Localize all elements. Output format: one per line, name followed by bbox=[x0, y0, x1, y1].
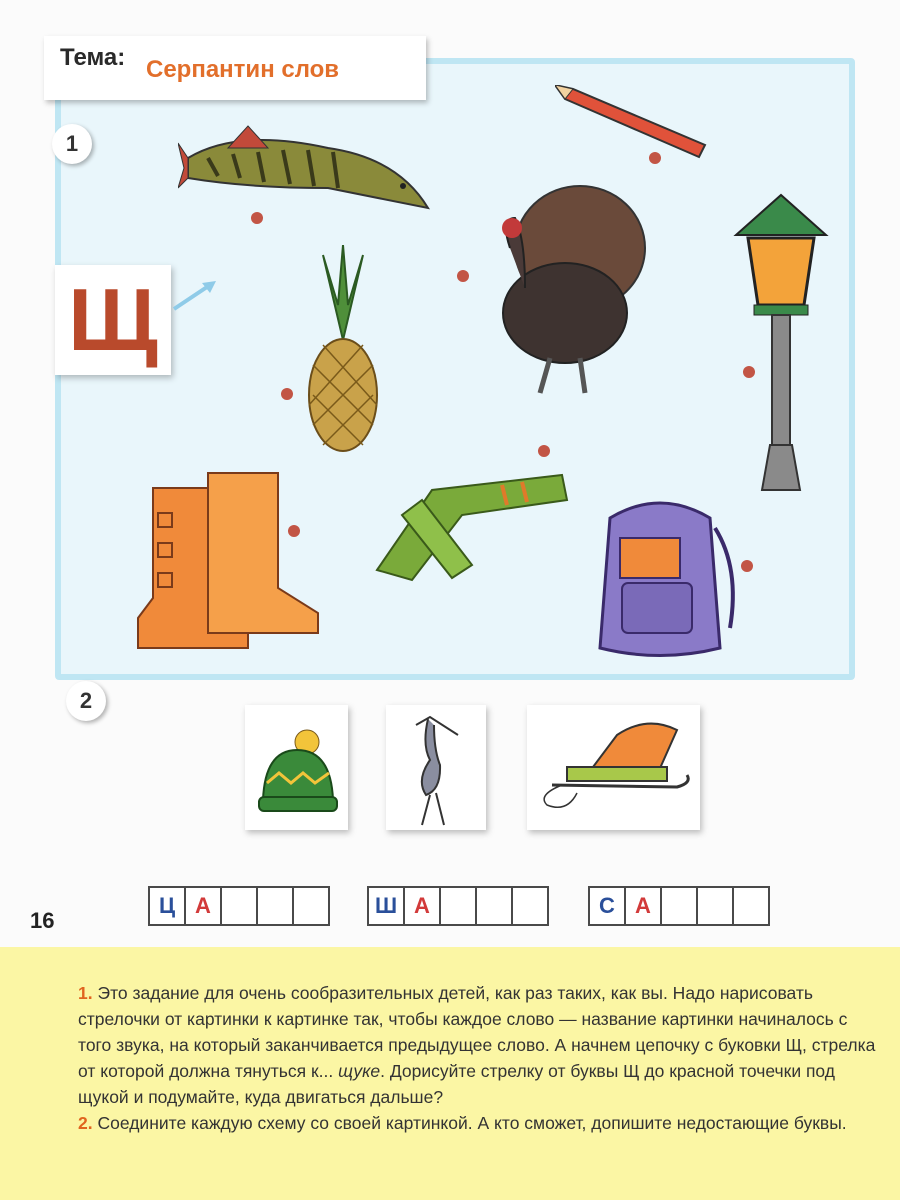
dot-lantern[interactable] bbox=[743, 366, 755, 378]
scheme-2-empty-cell[interactable] bbox=[439, 886, 477, 926]
scheme-3 bbox=[590, 886, 770, 926]
instruction-2-number: 2. bbox=[78, 1113, 93, 1133]
pineapple-image bbox=[303, 245, 383, 455]
scarf-image bbox=[372, 470, 572, 585]
boots-image bbox=[128, 468, 328, 658]
instruction-2 bbox=[78, 1110, 878, 1136]
scheme-1-letter-2: А bbox=[184, 886, 222, 926]
heron-image bbox=[386, 705, 486, 830]
dot-pike[interactable] bbox=[251, 212, 263, 224]
dot-scarf[interactable] bbox=[538, 445, 550, 457]
card-hat[interactable] bbox=[245, 705, 348, 830]
pencil-image bbox=[555, 85, 710, 160]
instruction-1 bbox=[78, 980, 878, 1110]
pike-image bbox=[178, 118, 433, 218]
scheme-1-letter-1: Ц bbox=[148, 886, 186, 926]
scheme-2-empty-cell[interactable] bbox=[511, 886, 549, 926]
task2-number: 2 bbox=[66, 681, 106, 721]
hat-image bbox=[245, 705, 348, 830]
backpack-image bbox=[580, 488, 745, 663]
scheme-3-empty-cell[interactable] bbox=[660, 886, 698, 926]
instructions-text bbox=[78, 980, 878, 1136]
instruction-1-text-b: . Дорисуйте стрелку от буквы Щ до красной точечки под щукой и подумайте, куда двигаться дальше? bbox=[78, 1061, 835, 1107]
dot-pencil[interactable] bbox=[649, 152, 661, 164]
scheme-3-letter-1: С bbox=[588, 886, 626, 926]
dot-backpack[interactable] bbox=[741, 560, 753, 572]
card-heron[interactable] bbox=[386, 705, 486, 830]
sled-image bbox=[527, 705, 700, 830]
scheme-2 bbox=[369, 886, 549, 926]
letter-card[interactable]: Щ bbox=[55, 265, 171, 375]
instruction-2-text: Соедините каждую схему со своей картинкой. А кто сможет, допишите недостающие буквы. bbox=[97, 1113, 847, 1133]
scheme-2-empty-cell[interactable] bbox=[475, 886, 513, 926]
task1-number: 1 bbox=[52, 124, 92, 164]
instruction-1-italic: щуке bbox=[338, 1061, 381, 1081]
lantern-image bbox=[726, 190, 836, 495]
instruction-1-number: 1. bbox=[78, 983, 93, 1003]
theme-header bbox=[44, 36, 426, 100]
theme-title: Серпантин слов bbox=[146, 56, 340, 83]
scheme-1-empty-cell[interactable] bbox=[220, 886, 258, 926]
theme-label: Тема: bbox=[60, 44, 126, 71]
turkey-image bbox=[470, 178, 650, 403]
scheme-2-letter-1: Ш bbox=[367, 886, 405, 926]
card-sled[interactable] bbox=[527, 705, 700, 830]
arrow-icon bbox=[170, 275, 220, 315]
scheme-3-empty-cell[interactable] bbox=[732, 886, 770, 926]
dot-boots[interactable] bbox=[288, 525, 300, 537]
page-number: 16 bbox=[30, 908, 55, 933]
scheme-1-empty-cell[interactable] bbox=[292, 886, 330, 926]
instruction-1-text-a: Это задание для очень сообразительных детей, как раз таких, как вы. Надо нарисовать стрелочки от картинки к картинке так, чтобы каждое слово — название картинки начиналось с того звука, на который заканчивается предыдущее слово. А начнем цепочку с буковки Щ, стрелка от которой должна тянуться к... bbox=[78, 983, 876, 1081]
scheme-3-letter-2: А bbox=[624, 886, 662, 926]
dot-pineapple[interactable] bbox=[281, 388, 293, 400]
scheme-1-empty-cell[interactable] bbox=[256, 886, 294, 926]
scheme-3-empty-cell[interactable] bbox=[696, 886, 734, 926]
scheme-2-letter-2: А bbox=[403, 886, 441, 926]
scheme-1 bbox=[150, 886, 330, 926]
dot-turkey[interactable] bbox=[457, 270, 469, 282]
